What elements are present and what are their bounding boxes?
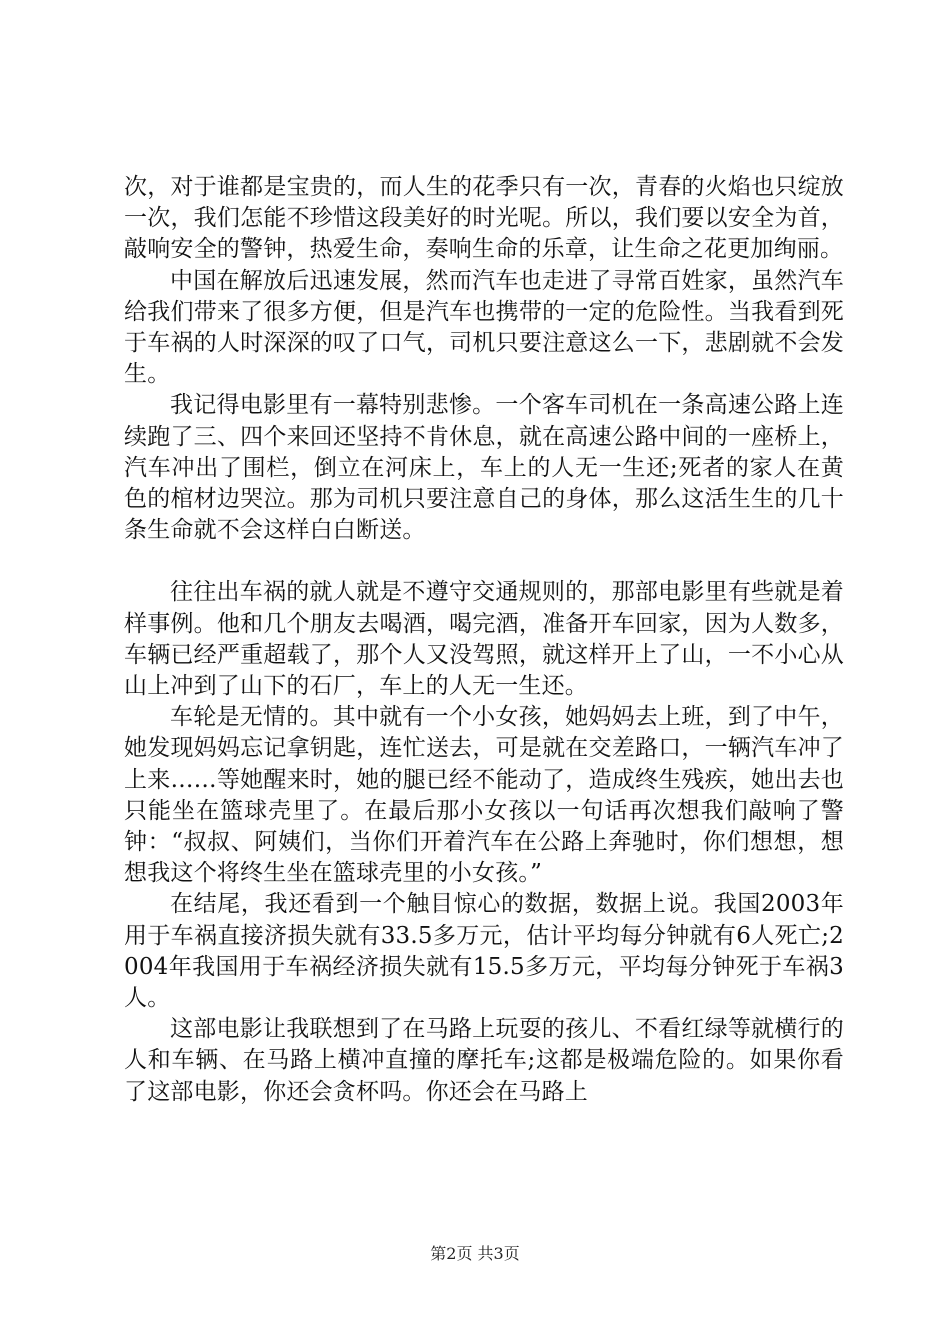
paragraph-drunk-driving: 往往出车祸的就人就是不遵守交通规则的，那部电影里有些就是着样事例。他和几个朋友去喝酒，喝完酒，准备开车回家，因为人数多，车辆已经严重超载了，那个人又没驾照，就这样开上了山，一不小心从山上冲到了山下的石厂，车上的人无一生还。 [124,579,844,700]
paragraph-spacer [124,546,844,577]
page-footer: 第2页 共3页 [430,1244,520,1263]
body-text [124,172,844,1108]
paragraph-reflection: 这部电影让我联想到了在马路上玩耍的孩儿、不看红绿等就横行的人和车辆、在马路上横冲直撞的摩托车;这都是极端危险的。如果你看了这部电影，你还会贪杯吗。你还会在马路上 [124,1016,844,1105]
paragraph-continuation: 次，对于谁都是宝贵的，而人生的花季只有一次，青春的火焰也只绽放一次，我们怎能不珍惜这段美好的时光呢。所以，我们要以安全为首，敲响安全的警钟，热爱生命，奏响生命的乐章，让生命之花更加绚丽。 [124,174,844,263]
paragraph-car-development: 中国在解放后迅速发展，然而汽车也走进了寻常百姓家，虽然汽车给我们带来了很多方便，但是汽车也携带的一定的危险性。当我看到死于车祸的人时深深的叹了口气，司机只要注意这么一下，悲剧就不会发生。 [124,267,844,388]
paragraph-bus-accident: 我记得电影里有一幕特别悲惨。一个客车司机在一条高速公路上连续跑了三、四个来回还坚持不肯休息，就在高速公路中间的一座桥上，汽车冲出了围栏，倒立在河床上，车上的人无一生还;死者的家人在黄色的棺材边哭泣。那为司机只要注意自己的身体，那么这活生生的几十条生命就不会这样白白断送。 [124,392,844,544]
paragraph-little-girl: 车轮是无情的。其中就有一个小女孩，她妈妈去上班，到了中午，她发现妈妈忘记拿钥匙，连忙送去，可是就在交差路口，一辆汽车冲了上来……等她醒来时，她的腿已经不能动了，造成终生残疾，她出去也只能坐在篮球壳里了。在最后那小女孩以一句话再次想我们敲响了警钟：“叔叔、阿姨们，当你们开着汽车在公路上奔驰时，你们想想，想想我这个将终生坐在篮球壳里的小女孩。” [124,704,844,887]
paragraph-statistics: 在结尾，我还看到一个触目惊心的数据，数据上说。我国2003年用于车祸直接济损失就有33.5多万元，估计平均每分钟就有6人死亡;2004年我国用于车祸经济损失就有15.5多万元，平均每分钟死于车祸3人。 [124,891,844,1012]
